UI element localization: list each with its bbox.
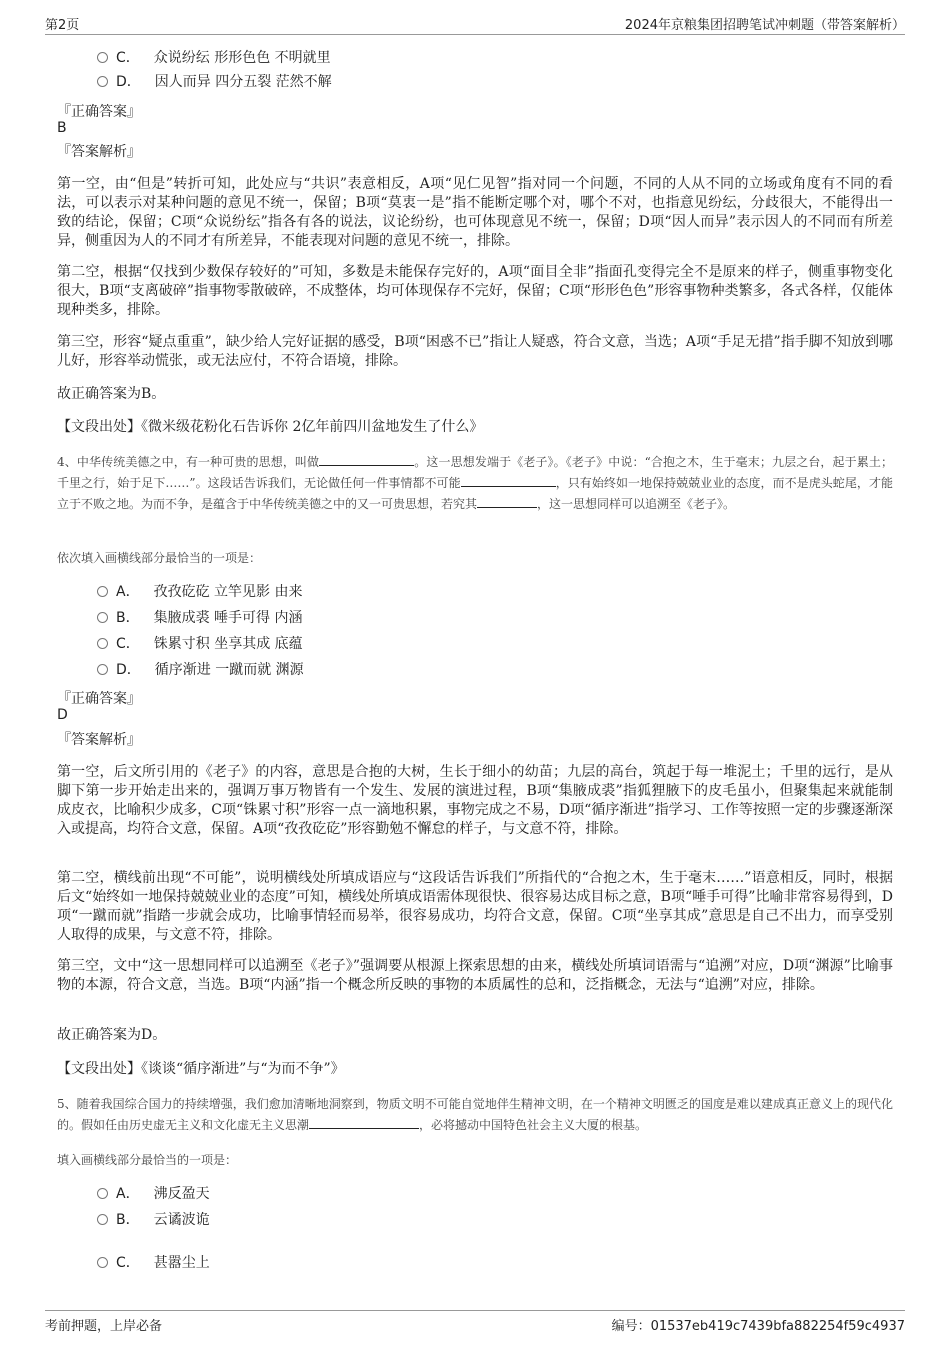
q4-option-a[interactable]: A． 孜孜矻矻 立竿见影 由来 <box>97 582 302 602</box>
radio-icon[interactable] <box>97 76 108 87</box>
q4-conclusion: 故正确答案为D。 <box>57 1027 167 1043</box>
q4-source: 【文段出处】《谈谈“循序渐进”与“为而不争”》 <box>57 1061 345 1077</box>
page-header <box>45 14 905 35</box>
document-title: 2024年京粮集团招聘笔试冲刺题（带答案解析） <box>624 18 905 33</box>
radio-icon[interactable] <box>97 664 108 675</box>
q4-analysis-2: 第二空，横线前出现“不可能”，说明横线处所填成语应与“这段话告诉我们”所指代的“合抱之木，生于毫末……”语意相反，同时，根据后文“始终如一地保持兢兢业业的态度”可知，横线处所填成语需体现很快、很容易达成目标之意，B项“唾手可得”比喻非常容易得到，D项“一蹴而就”指踏一步就会成功，比喻事情轻而易举，很容易成功，均符合文意，保留。C项“坐享其成”意思是自己不出力，而享受别人取得的成果，与文意不符，排除。 <box>57 870 893 943</box>
q5-option-b[interactable]: B． 云谲波诡 <box>97 1210 210 1230</box>
q3-option-c[interactable]: C． 众说纷纭 形形色色 不明就里 <box>97 48 331 68</box>
blank-line <box>319 453 414 466</box>
radio-icon[interactable] <box>97 52 108 63</box>
radio-icon[interactable] <box>97 1188 108 1199</box>
q5-option-c[interactable]: C． 甚嚣尘上 <box>97 1253 210 1273</box>
q3-analysis-1: 第一空，由“但是”转折可知，此处应与“共识”表意相反，A项“见仁见智”指对同一个问题，不同的人从不同的立场或角度有不同的看法，可以表示对某种问题的意见不统一，保留；B项“莫衷一是”指不能断定哪个对，哪个不对，也指意见纷纭，分歧很大，不能得出一致的结论，保留；C项“众说纷纭”指各有各的说法，议论纷纷，也可体现意见不统一，保留；D项“因人而异”表示因人的不同而有所差异，侧重因为人的不同才有所差异，不能表现对问题的意见不统一，排除。 <box>57 176 893 249</box>
q4-option-c[interactable]: C． 铢累寸积 坐享其成 底蕴 <box>97 634 303 654</box>
q4-option-b[interactable]: B． 集腋成裘 唾手可得 内涵 <box>97 608 303 628</box>
q5-stem: 5、随着我国综合国力的持续增强，我们愈加清晰地洞察到，物质文明不可能自觉地伴生精神文明，在一个精神文明匮乏的国度是难以建成真正意义上的现代化的。假如任由历史虚无主义和文化虚无主义思潮 ，必将撼动中国特色社会主义大厦的根基。 <box>57 1097 893 1132</box>
radio-icon[interactable] <box>97 612 108 623</box>
q4-answer-label: 『正确答案』 <box>57 691 141 707</box>
q3-source: 【文段出处】《微米级花粉化石告诉你 2亿年前四川盆地发生了什么》 <box>57 419 484 435</box>
q4-option-d[interactable]: D． 循序渐进 一蹴而就 渊源 <box>97 660 304 680</box>
page-number: 第2页 <box>45 18 80 33</box>
q3-analysis-2: 第二空，根据“仅找到少数保存较好的”可知，多数是未能保存完好的，A项“面目全非”指面孔变得完全不是原来的样子，侧重事物变化很大，B项“支离破碎”指事物零散破碎，不成整体，均可体现保存不完好，保留；C项“形形色色”形容事物种类繁多，各式各样，仅能体现种类多，排除。 <box>57 264 893 318</box>
document-id: 编号：01537eb419c7439bfa882254f59c4937 <box>611 1319 905 1334</box>
radio-icon[interactable] <box>97 586 108 597</box>
q3-answer: B <box>57 120 67 136</box>
q4-stem: 4、中华传统美德之中，有一种可贵的思想，叫做 。这一思想发端于《老子》。《老子》中说：“合抱之木，生于毫末；九层之台，起于累土；千里之行，始于足下……”。这段话告诉我们，无论做任何一件事情都不可能 ，只有始终如一地保持兢兢业业的态度，而不是虎头蛇尾，才能立于不败之地。为而不争，是蕴含于中华传统美德之中的又一可贵思想，若究其 ，这一思想同样可以追溯至《老子》。 <box>57 455 894 511</box>
radio-icon[interactable] <box>97 1214 108 1225</box>
page-footer <box>45 1310 905 1334</box>
q4-answer: D <box>57 707 68 723</box>
q3-option-d[interactable]: D． 因人而异 四分五裂 茫然不解 <box>97 72 332 92</box>
q5-option-a[interactable]: A． 沸反盈天 <box>97 1184 210 1204</box>
q4-analysis-3: 第三空，文中“这一思想同样可以追溯至《老子》”强调要从根源上探索思想的由来，横线处所填词语需与“追溯”对应，D项“渊源”比喻事物的本源，符合文意，当选。B项“内涵”指一个概念所反映的事物的本质属性的总和，泛指概念，无法与“追溯”对应，排除。 <box>57 958 893 993</box>
footer-slogan: 考前押题，上岸必备 <box>45 1319 163 1334</box>
q3-analysis-label: 『答案解析』 <box>57 144 141 160</box>
radio-icon[interactable] <box>97 1257 108 1268</box>
q4-analysis-1: 第一空，后文所引用的《老子》的内容，意思是合抱的大树，生长于细小的幼苗；九层的高台，筑起于每一堆泥土；千里的远行，是从脚下第一步开始走出来的，强调万事万物皆有一个发生、发展的演进过程，B项“集腋成裘”指狐狸腋下的皮毛虽小，但聚集起来就能制成皮衣，比喻积少成多，C项“铢累寸积”形容一点一滴地积累，事物完成之不易，D项“循序渐进”指学习、工作等按照一定的步骤逐渐深入或提高，均符合文意，保留。A项“孜孜矻矻”形容勤勉不懈怠的样子，与文意不符，排除。 <box>57 764 893 837</box>
q3-answer-label: 『正确答案』 <box>57 104 141 120</box>
radio-icon[interactable] <box>97 638 108 649</box>
q3-analysis-3: 第三空，形容“疑点重重”，缺少给人完好证据的感受，B项“困惑不已”指让人疑惑，符合文意，当选；A项“手足无措”指手脚不知放到哪儿好，形容举动慌张，或无法应付，不符合语境，排除。 <box>57 334 893 369</box>
q4-prompt: 依次填入画横线部分最恰当的一项是： <box>57 551 262 565</box>
q5-prompt: 填入画横线部分最恰当的一项是： <box>57 1153 238 1167</box>
blank-line <box>309 1116 419 1129</box>
q3-conclusion: 故正确答案为B。 <box>57 386 166 402</box>
q4-analysis-label: 『答案解析』 <box>57 732 141 748</box>
blank-line <box>461 474 556 487</box>
blank-line <box>477 495 537 508</box>
